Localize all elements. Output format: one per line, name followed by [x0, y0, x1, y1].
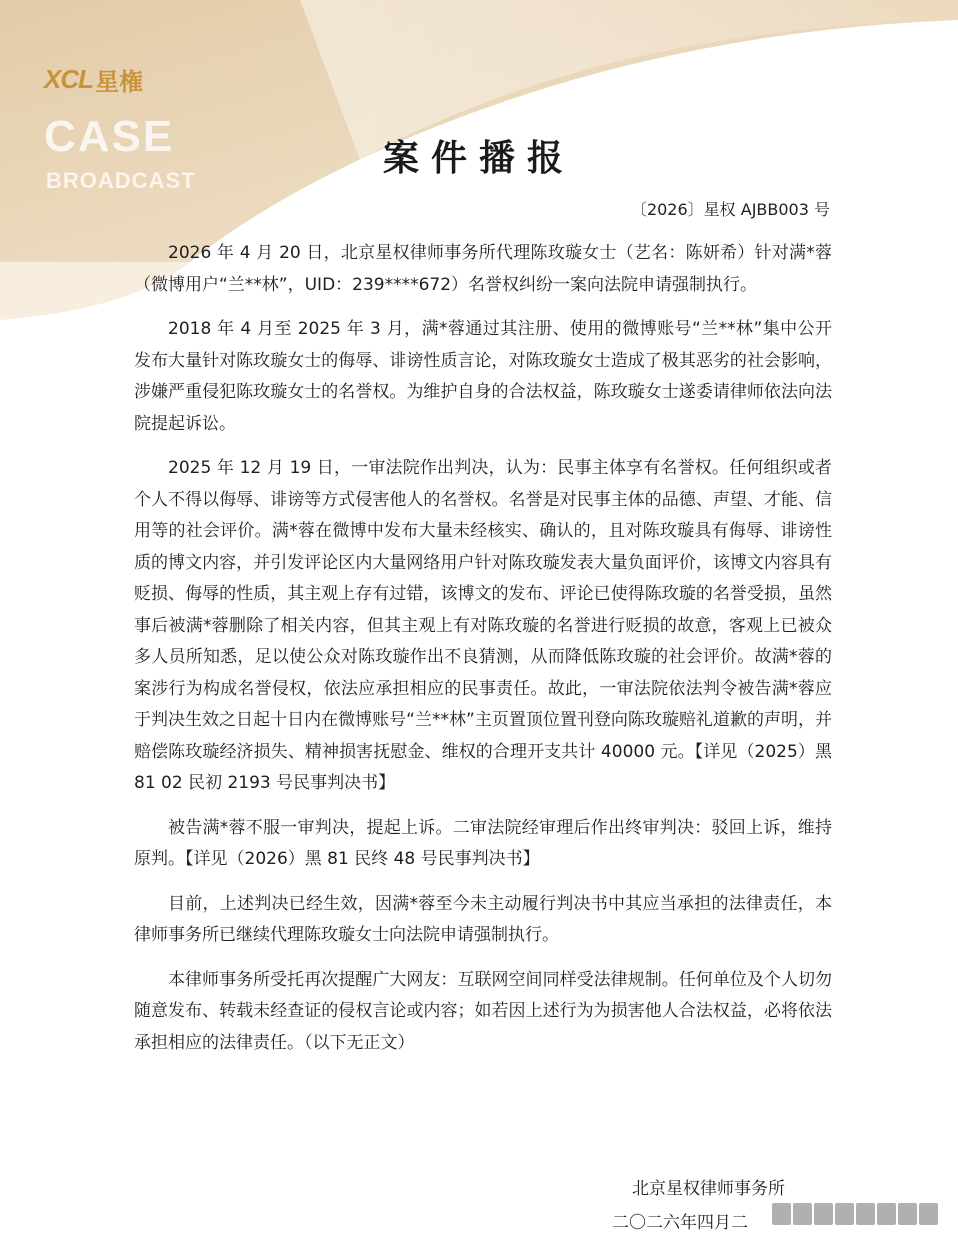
watermark-block	[877, 1203, 896, 1225]
broadcast-watermark-text: BROADCAST	[46, 168, 196, 193]
platform-watermark	[772, 1203, 938, 1225]
logo-chinese-name: 星権	[95, 68, 143, 96]
watermark-block	[793, 1203, 812, 1225]
paragraph-enforcement: 目前，上述判决已经生效，因满*蓉至今未主动履行判决书中其应当承担的法律责任，本律师事务所已继续代理陈玫璇女士向法院申请强制执行。	[134, 893, 832, 945]
watermark-block	[898, 1203, 917, 1225]
watermark-block	[919, 1203, 938, 1225]
watermark-block	[814, 1203, 833, 1225]
document-body	[134, 238, 832, 1072]
logo-mark: XCL	[44, 64, 93, 94]
signature-date: 二〇二六年四月二	[612, 1213, 748, 1233]
signature-organization: 北京星权律师事务所	[632, 1179, 785, 1199]
paragraph-appeal: 被告满*蓉不服一审判决，提起上诉。二审法院经审理后作出终审判决：驳回上诉，维持原判。【详见（2026）黑 81 民终 48 号民事判决书】	[134, 817, 832, 869]
case-watermark-text: CASE	[44, 112, 175, 161]
watermark-block	[772, 1203, 791, 1225]
page-title: 案件播报	[382, 138, 575, 179]
paragraph-first-instance: 2025 年 12 月 19 日，一审法院作出判决，认为：民事主体享有名誉权。任何组织或者个人不得以侮辱、诽谤等方式侵害他人的名誉权。名誉是对民事主体的品德、声望、才能、信用等的社会评价。满*蓉在微博中发布大量未经核实、确认的，且对陈玫璇具有侮辱、诽谤性质的博文内容，并引发评论区内大量网络用户针对陈玫璇发表大量负面评价，该博文内容具有贬损、侮辱的性质，其主观上存有过错，该博文的发布、评论已使得陈玫璇的名誉受损，虽然事后被满*蓉删除了相关内容，但其主观上有对陈玫璇的名誉进行贬损的故意，客观上已被众多人员所知悉，足以使公众对陈玫璇作出不良猜测，从而降低陈玫璇的社会评价。故满*蓉的案涉行为构成名誉侵权，依法应承担相应的民事责任。故此，一审法院依法判令被告满*蓉应于判决生效之日起十日内在微博账号“兰**林”主页置顶位置刊登向陈玫璇赔礼道歉的声明，并赔偿陈玫璇经济损失、精神损害抚慰金、维权的合理开支共计 40000 元。【详见（2025）黑 81 02 民初 2193 号民事判决书】	[134, 458, 832, 793]
watermark-block	[835, 1203, 854, 1225]
brand-logo	[44, 62, 143, 97]
watermark-block	[856, 1203, 875, 1225]
paragraph-reminder: 本律师事务所受托再次提醒广大网友：互联网空间同样受法律规制。任何单位及个人切勿随意发布、转载未经查证的侵权言论或内容；如若因上述行为为损害他人合法权益，必将依法承担相应的法律责任。（以下无正文）	[134, 969, 832, 1053]
case-number: 〔2026〕星权 AJBB003 号	[630, 200, 830, 219]
paragraph-intro: 2026 年 4 月 20 日，北京星权律师事务所代理陈玫璇女士（艺名：陈妍希）针对满*蓉（微博用户“兰**林”，UID：239****672）名誉权纠纷一案向法院申请强制执行。	[134, 243, 832, 295]
paragraph-background: 2018 年 4 月至 2025 年 3 月，满*蓉通过其注册、使用的微博账号“兰**林”集中公开发布大量针对陈玫璇女士的侮辱、诽谤性质言论，对陈玫璇女士造成了极其恶劣的社会影响，涉嫌严重侵犯陈玫璇女士的名誉权。为维护自身的合法权益，陈玫璇女士遂委请律师依法向法院提起诉讼。	[134, 319, 832, 434]
